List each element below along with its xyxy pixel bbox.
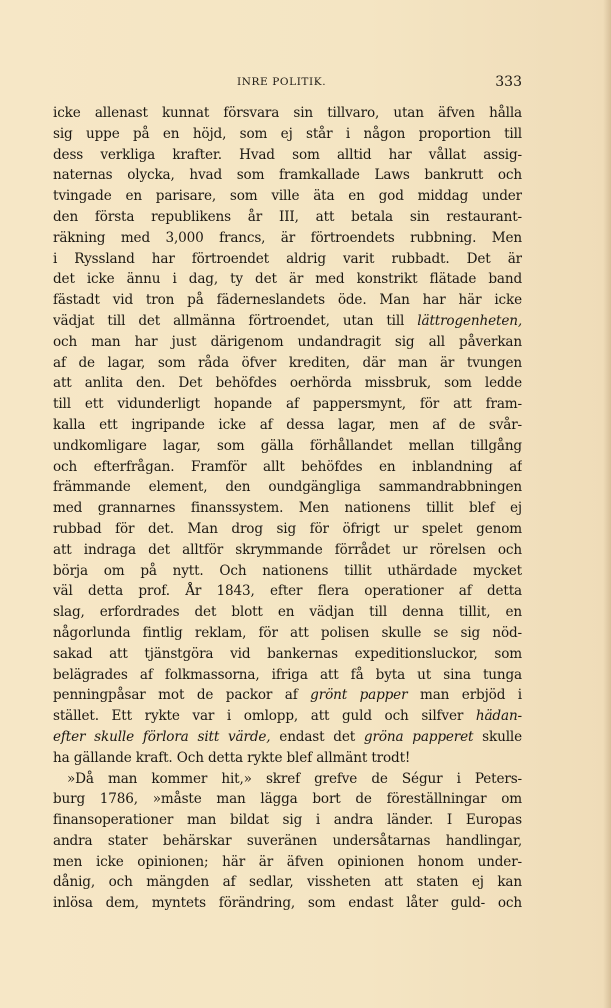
text-line: [53, 436, 522, 457]
text-line: [53, 519, 522, 540]
text-line: [53, 373, 522, 394]
text-segment: dess verkliga krafter. Hvad som alltid har vållat assig-: [53, 146, 522, 163]
text-segment: undkomligare lagar, som gälla förhållandet mellan tillgång: [53, 437, 522, 454]
text-segment: väl detta prof. År 1843, efter flera operationer af detta: [53, 583, 522, 600]
text-segment: i Ryssland har förtroendet aldrig varit rubbadt. Det är: [53, 250, 522, 267]
text-segment: med grannarnes finanssystem. Men nationens tillit blef ej: [53, 500, 522, 517]
text-line: [53, 415, 522, 436]
text-segment: men icke opinionen; här är äfven opinionen honom under-: [53, 853, 522, 870]
text-segment: af de lagar, som råda öfver krediten, där man är tvungen: [53, 354, 522, 371]
text-segment: fästadt vid tron på fäderneslandets öde. Man har här icke: [53, 292, 522, 309]
text-line: [53, 769, 522, 790]
body-text: [53, 103, 522, 914]
text-segment: slag, erfordrades det blott en vädjan till denna tillit, en: [53, 604, 522, 621]
italic-text: lättrogenheten,: [417, 312, 522, 329]
text-line: [53, 872, 522, 893]
italic-text: hädan-: [475, 708, 522, 725]
text-segment: tvingade en parisare, som ville äta en god middag under: [53, 188, 522, 205]
text-segment: icke allenast kunnat försvara sin tillvaro, utan äfven hålla: [53, 105, 522, 121]
text-line: [53, 477, 522, 498]
text-line: [53, 706, 522, 727]
text-line: [53, 727, 522, 748]
text-line: [53, 249, 522, 270]
text-line: [53, 602, 522, 623]
text-segment: skulle: [473, 728, 522, 745]
italic-text: efter skulle förlora sitt värde,: [53, 728, 271, 745]
text-segment: burg 1786, »måste man lägga bort de föreställningar om: [53, 791, 522, 808]
text-segment: dånig, och mängden af sedlar, vissheten att staten ej kan: [53, 874, 522, 891]
text-segment: främmande element, den oundgängliga sammandrabbningen: [53, 479, 522, 496]
page-edge-shadow: [603, 0, 611, 1008]
text-segment: räkning med 3,000 francs, är förtroendets rubbning. Men: [53, 229, 522, 246]
text-line: [53, 831, 522, 852]
text-line: [53, 311, 522, 332]
text-line: [53, 103, 522, 124]
text-segment: att indraga det alltför skrymmande förrådet ur rörelsen och: [53, 541, 522, 558]
text-segment: finansoperationer man bildat sig i andra länder. I Europas: [53, 812, 522, 829]
text-line: [53, 394, 522, 415]
italic-text: gröna papperet: [363, 728, 474, 745]
text-segment: andra stater behärskar suveränen undersåtarnas handlingar,: [53, 832, 522, 849]
text-segment: belägrades af folkmassorna, ifriga att få byta ut sina tunga: [53, 666, 522, 683]
text-segment: rubbad för det. Man drog sig för öfrigt ur spelet genom: [53, 520, 522, 537]
text-line: [53, 353, 522, 374]
text-line: [53, 540, 522, 561]
page-number: 333: [495, 74, 522, 90]
text-line: [53, 269, 522, 290]
running-head: INRE POLITIK.: [237, 76, 327, 88]
text-segment: vädjat till det allmänna förtroendet, utan till: [53, 312, 418, 329]
text-segment: sig uppe på en höjd, som ej står i någon proportion till: [53, 125, 522, 142]
text-segment: och man har just därigenom undandragit sig all påverkan: [53, 333, 522, 350]
text-line: [53, 145, 522, 166]
text-line: [53, 685, 522, 706]
text-line: [53, 665, 522, 686]
text-line: [53, 789, 522, 810]
text-segment: till ett vidunderligt hopande af pappersmynt, för att fram-: [53, 396, 522, 413]
text-segment: endast det: [270, 728, 364, 745]
text-line: [53, 581, 522, 602]
text-segment: penningpåsar mot de packor af: [53, 687, 311, 704]
text-line: [53, 852, 522, 873]
text-segment: börja om på nytt. Och nationens tillit uthärdade mycket: [53, 562, 522, 579]
text-line: [53, 810, 522, 831]
text-segment: att anlita den. Det behöfdes oerhörda missbruk, som ledde: [53, 375, 522, 392]
text-line: [53, 124, 522, 145]
text-segment: kalla ett ingripande icke af dessa lagar, men af de svår-: [53, 416, 522, 433]
text-line: [53, 893, 522, 914]
text-segment: den första republikens år III, att betala sin restaurant-: [53, 208, 522, 225]
page-header: [52, 76, 522, 94]
text-segment: inlösa dem, myntets förändring, som endast låter guld- och: [53, 895, 522, 912]
text-segment: stället. Ett rykte var i omlopp, att guld och silfver: [53, 708, 476, 725]
text-line: [53, 457, 522, 478]
text-line: [53, 290, 522, 311]
text-segment: någorlunda fintlig reklam, för att polisen skulle se sig nöd-: [53, 624, 522, 641]
text-line: [53, 165, 522, 186]
text-segment: man erbjöd i: [407, 687, 522, 704]
text-line: [53, 332, 522, 353]
text-segment: sakad att tjänstgöra vid bankernas expeditionsluckor, som: [53, 645, 522, 662]
text-segment: »Då man kommer hit,» skref grefve de Ségur i Peters-: [67, 770, 522, 787]
text-line: [53, 207, 522, 228]
text-segment: naternas olycka, hvad som framkallade Laws bankrutt och: [53, 167, 522, 184]
text-segment: det icke ännu i dag, ty det är med konstrikt flätade band: [53, 271, 522, 288]
text-line: [53, 561, 522, 582]
text-line: [53, 186, 522, 207]
text-line: [53, 644, 522, 665]
text-line: [53, 228, 522, 249]
italic-text: grönt papper: [310, 687, 408, 704]
text-segment: ha gällande kraft. Och detta rykte blef allmänt trodt!: [53, 749, 411, 766]
text-line: [53, 623, 522, 644]
text-line: [53, 498, 522, 519]
text-line: [53, 748, 522, 769]
text-segment: och efterfrågan. Framför allt behöfdes en inblandning af: [53, 458, 522, 475]
